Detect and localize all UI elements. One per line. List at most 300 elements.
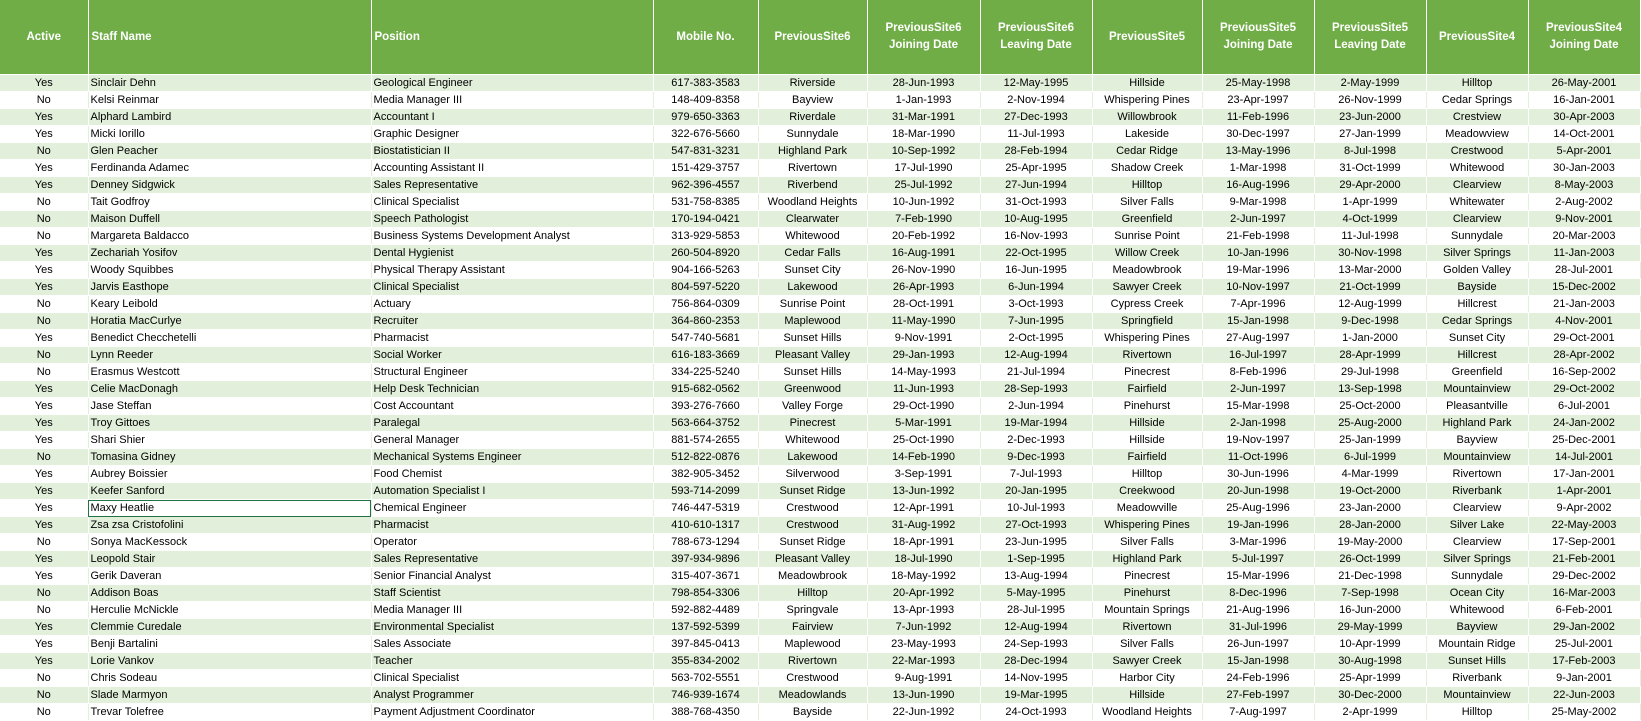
cell-previoussite5-leaving-date[interactable]: 8-Jul-1998 xyxy=(1314,143,1426,160)
header-staff-name[interactable]: Staff Name xyxy=(88,0,371,75)
cell-staff-name[interactable]: Ferdinanda Adamec xyxy=(88,160,371,177)
cell-previoussite4-joining-date[interactable]: 14-Oct-2001 xyxy=(1528,126,1640,143)
cell-previoussite4[interactable]: Bayview xyxy=(1426,619,1528,636)
cell-previoussite6[interactable]: Cedar Falls xyxy=(758,245,867,262)
cell-previoussite4[interactable]: Riverbank xyxy=(1426,483,1528,500)
cell-staff-name[interactable]: Lynn Reeder xyxy=(88,347,371,364)
cell-previoussite5[interactable]: Lakeside xyxy=(1092,126,1202,143)
cell-previoussite6[interactable]: Sunset Ridge xyxy=(758,483,867,500)
cell-previoussite5-leaving-date[interactable]: 1-Jan-2000 xyxy=(1314,330,1426,347)
cell-previoussite6[interactable]: Lakewood xyxy=(758,449,867,466)
cell-previoussite5-joining-date[interactable]: 19-Mar-1996 xyxy=(1202,262,1314,279)
cell-previoussite6-joining-date[interactable]: 10-Jun-1992 xyxy=(867,194,980,211)
cell-position[interactable]: Teacher xyxy=(371,653,653,670)
cell-active[interactable]: No xyxy=(0,687,88,704)
cell-previoussite5-joining-date[interactable]: 15-Jan-1998 xyxy=(1202,653,1314,670)
cell-staff-name[interactable]: Jase Steffan xyxy=(88,398,371,415)
cell-mobile-no[interactable]: 397-845-0413 xyxy=(653,636,758,653)
cell-staff-name[interactable]: Zechariah Yosifov xyxy=(88,245,371,262)
cell-previoussite5[interactable]: Fairfield xyxy=(1092,449,1202,466)
cell-previoussite6[interactable]: Rivertown xyxy=(758,160,867,177)
cell-staff-name[interactable]: Zsa zsa Cristofolini xyxy=(88,517,371,534)
cell-position[interactable]: Clinical Specialist xyxy=(371,670,653,687)
cell-previoussite6-joining-date[interactable]: 9-Nov-1991 xyxy=(867,330,980,347)
cell-previoussite5-leaving-date[interactable]: 10-Apr-1999 xyxy=(1314,636,1426,653)
cell-previoussite4[interactable]: Hillcrest xyxy=(1426,296,1528,313)
cell-previoussite5-joining-date[interactable]: 3-Mar-1996 xyxy=(1202,534,1314,551)
cell-previoussite5[interactable]: Hillside xyxy=(1092,75,1202,92)
cell-previoussite5[interactable]: Rivertown xyxy=(1092,619,1202,636)
cell-previoussite4-joining-date[interactable]: 30-Jan-2003 xyxy=(1528,160,1640,177)
cell-staff-name[interactable]: Leopold Stair xyxy=(88,551,371,568)
cell-previoussite5-leaving-date[interactable]: 28-Apr-1999 xyxy=(1314,347,1426,364)
cell-previoussite4-joining-date[interactable]: 24-Jan-2002 xyxy=(1528,415,1640,432)
cell-previoussite5-leaving-date[interactable]: 25-Aug-2000 xyxy=(1314,415,1426,432)
cell-previoussite5[interactable]: Whispering Pines xyxy=(1092,92,1202,109)
cell-staff-name[interactable]: Micki Iorillo xyxy=(88,126,371,143)
cell-previoussite4-joining-date[interactable]: 28-Apr-2002 xyxy=(1528,347,1640,364)
cell-staff-name[interactable]: Kelsi Reinmar xyxy=(88,92,371,109)
cell-mobile-no[interactable]: 915-682-0562 xyxy=(653,381,758,398)
cell-previoussite4-joining-date[interactable]: 21-Feb-2001 xyxy=(1528,551,1640,568)
cell-previoussite6[interactable]: Pleasant Valley xyxy=(758,551,867,568)
cell-staff-name[interactable]: Gerik Daveran xyxy=(88,568,371,585)
cell-previoussite6-joining-date[interactable]: 26-Apr-1993 xyxy=(867,279,980,296)
cell-previoussite5[interactable]: Whispering Pines xyxy=(1092,517,1202,534)
cell-active[interactable]: Yes xyxy=(0,636,88,653)
cell-previoussite5-leaving-date[interactable]: 26-Oct-1999 xyxy=(1314,551,1426,568)
cell-staff-name[interactable]: Clemmie Curedale xyxy=(88,619,371,636)
cell-previoussite4-joining-date[interactable]: 17-Sep-2001 xyxy=(1528,534,1640,551)
cell-previoussite5-joining-date[interactable]: 24-Feb-1996 xyxy=(1202,670,1314,687)
cell-previoussite6[interactable]: Crestwood xyxy=(758,500,867,517)
cell-previoussite6[interactable]: Whitewood xyxy=(758,228,867,245)
cell-previoussite6-leaving-date[interactable]: 19-Mar-1995 xyxy=(980,687,1092,704)
header-position[interactable]: Position xyxy=(371,0,653,75)
cell-position[interactable]: Operator xyxy=(371,534,653,551)
cell-previoussite6[interactable]: Riverbend xyxy=(758,177,867,194)
cell-mobile-no[interactable]: 355-834-2002 xyxy=(653,653,758,670)
cell-previoussite5-joining-date[interactable]: 9-Mar-1998 xyxy=(1202,194,1314,211)
cell-previoussite6[interactable]: Pinecrest xyxy=(758,415,867,432)
cell-staff-name[interactable]: Glen Peacher xyxy=(88,143,371,160)
cell-staff-name[interactable]: Sonya MacKessock xyxy=(88,534,371,551)
header-previoussite5-leaving-date[interactable]: PreviousSite5 Leaving Date xyxy=(1314,0,1426,75)
cell-previoussite4-joining-date[interactable]: 28-Jul-2001 xyxy=(1528,262,1640,279)
cell-previoussite6[interactable]: Greenwood xyxy=(758,381,867,398)
cell-previoussite4[interactable]: Whitewood xyxy=(1426,602,1528,619)
cell-previoussite4[interactable]: Clearview xyxy=(1426,211,1528,228)
cell-previoussite5-leaving-date[interactable]: 29-Apr-2000 xyxy=(1314,177,1426,194)
cell-previoussite5[interactable]: Whispering Pines xyxy=(1092,330,1202,347)
cell-previoussite6[interactable]: Hilltop xyxy=(758,585,867,602)
cell-previoussite6-joining-date[interactable]: 20-Feb-1992 xyxy=(867,228,980,245)
cell-previoussite4-joining-date[interactable]: 25-May-2002 xyxy=(1528,704,1640,721)
cell-active[interactable]: No xyxy=(0,143,88,160)
cell-previoussite5-leaving-date[interactable]: 25-Oct-2000 xyxy=(1314,398,1426,415)
cell-position[interactable]: Pharmacist xyxy=(371,517,653,534)
cell-previoussite5-joining-date[interactable]: 2-Jun-1997 xyxy=(1202,381,1314,398)
cell-previoussite6-leaving-date[interactable]: 16-Nov-1993 xyxy=(980,228,1092,245)
cell-mobile-no[interactable]: 617-383-3583 xyxy=(653,75,758,92)
cell-previoussite6[interactable]: Crestwood xyxy=(758,517,867,534)
cell-previoussite6[interactable]: Lakewood xyxy=(758,279,867,296)
cell-previoussite5-joining-date[interactable]: 2-Jun-1997 xyxy=(1202,211,1314,228)
cell-previoussite4-joining-date[interactable]: 20-Mar-2003 xyxy=(1528,228,1640,245)
cell-previoussite6-joining-date[interactable]: 18-Jul-1990 xyxy=(867,551,980,568)
cell-active[interactable]: No xyxy=(0,313,88,330)
cell-previoussite4-joining-date[interactable]: 16-Sep-2002 xyxy=(1528,364,1640,381)
cell-previoussite4[interactable]: Riverbank xyxy=(1426,670,1528,687)
cell-staff-name[interactable]: Maison Duffell xyxy=(88,211,371,228)
cell-previoussite4-joining-date[interactable]: 30-Apr-2003 xyxy=(1528,109,1640,126)
cell-previoussite6-leaving-date[interactable]: 25-Apr-1995 xyxy=(980,160,1092,177)
cell-previoussite5-joining-date[interactable]: 30-Dec-1997 xyxy=(1202,126,1314,143)
cell-previoussite6-leaving-date[interactable]: 9-Dec-1993 xyxy=(980,449,1092,466)
cell-previoussite6-joining-date[interactable]: 28-Jun-1993 xyxy=(867,75,980,92)
cell-staff-name[interactable]: Keary Leibold xyxy=(88,296,371,313)
cell-position[interactable]: Graphic Designer xyxy=(371,126,653,143)
cell-previoussite4-joining-date[interactable]: 21-Jan-2003 xyxy=(1528,296,1640,313)
cell-staff-name[interactable]: Maxy Heatlie xyxy=(88,500,371,517)
cell-mobile-no[interactable]: 881-574-2655 xyxy=(653,432,758,449)
cell-active[interactable]: No xyxy=(0,534,88,551)
cell-previoussite5-joining-date[interactable]: 19-Nov-1997 xyxy=(1202,432,1314,449)
cell-staff-name[interactable]: Denney Sidgwick xyxy=(88,177,371,194)
cell-active[interactable]: Yes xyxy=(0,279,88,296)
cell-previoussite6[interactable]: Sunrise Point xyxy=(758,296,867,313)
cell-staff-name[interactable]: Chris Sodeau xyxy=(88,670,371,687)
cell-active[interactable]: Yes xyxy=(0,381,88,398)
cell-staff-name[interactable]: Tomasina Gidney xyxy=(88,449,371,466)
cell-previoussite4-joining-date[interactable]: 6-Feb-2001 xyxy=(1528,602,1640,619)
cell-previoussite5-joining-date[interactable]: 15-Mar-1998 xyxy=(1202,398,1314,415)
cell-previoussite4[interactable]: Bayside xyxy=(1426,279,1528,296)
cell-previoussite6-leaving-date[interactable]: 12-Aug-1994 xyxy=(980,347,1092,364)
cell-previoussite4-joining-date[interactable]: 29-Oct-2001 xyxy=(1528,330,1640,347)
cell-active[interactable]: Yes xyxy=(0,500,88,517)
cell-position[interactable]: Speech Pathologist xyxy=(371,211,653,228)
cell-previoussite6-leaving-date[interactable]: 2-Jun-1994 xyxy=(980,398,1092,415)
cell-position[interactable]: Media Manager III xyxy=(371,92,653,109)
cell-previoussite4[interactable]: Pleasantville xyxy=(1426,398,1528,415)
cell-mobile-no[interactable]: 592-882-4489 xyxy=(653,602,758,619)
cell-previoussite6[interactable]: Sunset Ridge xyxy=(758,534,867,551)
cell-previoussite4[interactable]: Silver Lake xyxy=(1426,517,1528,534)
cell-previoussite6[interactable]: Riverdale xyxy=(758,109,867,126)
cell-previoussite5[interactable]: Meadowville xyxy=(1092,500,1202,517)
cell-position[interactable]: Chemical Engineer xyxy=(371,500,653,517)
header-active[interactable]: Active xyxy=(0,0,88,75)
cell-previoussite6-leaving-date[interactable]: 21-Jul-1994 xyxy=(980,364,1092,381)
cell-position[interactable]: Biostatistician II xyxy=(371,143,653,160)
cell-previoussite6[interactable]: Highland Park xyxy=(758,143,867,160)
cell-previoussite5-leaving-date[interactable]: 9-Dec-1998 xyxy=(1314,313,1426,330)
cell-mobile-no[interactable]: 804-597-5220 xyxy=(653,279,758,296)
cell-previoussite6-leaving-date[interactable]: 27-Jun-1994 xyxy=(980,177,1092,194)
cell-previoussite5[interactable]: Willowbrook xyxy=(1092,109,1202,126)
cell-previoussite6-leaving-date[interactable]: 27-Dec-1993 xyxy=(980,109,1092,126)
cell-previoussite5-joining-date[interactable]: 15-Jan-1998 xyxy=(1202,313,1314,330)
cell-previoussite6[interactable]: Pleasant Valley xyxy=(758,347,867,364)
cell-active[interactable]: Yes xyxy=(0,568,88,585)
cell-staff-name[interactable]: Jarvis Easthope xyxy=(88,279,371,296)
cell-previoussite5[interactable]: Pinehurst xyxy=(1092,585,1202,602)
cell-previoussite5-joining-date[interactable]: 7-Apr-1996 xyxy=(1202,296,1314,313)
cell-previoussite5-leaving-date[interactable]: 13-Sep-1998 xyxy=(1314,381,1426,398)
cell-mobile-no[interactable]: 410-610-1317 xyxy=(653,517,758,534)
cell-position[interactable]: Automation Specialist I xyxy=(371,483,653,500)
cell-previoussite6[interactable]: Crestwood xyxy=(758,670,867,687)
cell-previoussite6[interactable]: Maplewood xyxy=(758,636,867,653)
cell-position[interactable]: Structural Engineer xyxy=(371,364,653,381)
cell-previoussite4[interactable]: Sunset Hills xyxy=(1426,653,1528,670)
cell-previoussite4[interactable]: Golden Valley xyxy=(1426,262,1528,279)
cell-position[interactable]: Media Manager III xyxy=(371,602,653,619)
cell-mobile-no[interactable]: 547-740-5681 xyxy=(653,330,758,347)
cell-previoussite6-leaving-date[interactable]: 24-Oct-1993 xyxy=(980,704,1092,721)
cell-staff-name[interactable]: Herculie McNickle xyxy=(88,602,371,619)
cell-previoussite6-leaving-date[interactable]: 10-Jul-1993 xyxy=(980,500,1092,517)
cell-previoussite6-leaving-date[interactable]: 28-Dec-1994 xyxy=(980,653,1092,670)
cell-previoussite4[interactable]: Crestwood xyxy=(1426,143,1528,160)
cell-previoussite6-leaving-date[interactable]: 10-Aug-1995 xyxy=(980,211,1092,228)
cell-previoussite4[interactable]: Cedar Springs xyxy=(1426,92,1528,109)
cell-staff-name[interactable]: Addison Boas xyxy=(88,585,371,602)
cell-previoussite5-leaving-date[interactable]: 31-Oct-1999 xyxy=(1314,160,1426,177)
cell-previoussite4[interactable]: Whitewater xyxy=(1426,194,1528,211)
cell-position[interactable]: Cost Accountant xyxy=(371,398,653,415)
cell-previoussite6[interactable]: Sunnydale xyxy=(758,126,867,143)
cell-previoussite5-joining-date[interactable]: 16-Jul-1997 xyxy=(1202,347,1314,364)
cell-previoussite4[interactable]: Hilltop xyxy=(1426,704,1528,721)
cell-position[interactable]: Geological Engineer xyxy=(371,75,653,92)
cell-previoussite5-leaving-date[interactable]: 23-Jun-2000 xyxy=(1314,109,1426,126)
cell-position[interactable]: Physical Therapy Assistant xyxy=(371,262,653,279)
cell-previoussite6-joining-date[interactable]: 17-Jul-1990 xyxy=(867,160,980,177)
cell-active[interactable]: No xyxy=(0,585,88,602)
cell-previoussite5[interactable]: Woodland Heights xyxy=(1092,704,1202,721)
cell-previoussite6-leaving-date[interactable]: 2-Dec-1993 xyxy=(980,432,1092,449)
cell-previoussite5[interactable]: Pinecrest xyxy=(1092,568,1202,585)
cell-previoussite6-leaving-date[interactable]: 16-Jun-1995 xyxy=(980,262,1092,279)
cell-previoussite5-leaving-date[interactable]: 1-Apr-1999 xyxy=(1314,194,1426,211)
cell-previoussite4[interactable]: Sunnydale xyxy=(1426,568,1528,585)
cell-active[interactable]: No xyxy=(0,296,88,313)
cell-previoussite6-joining-date[interactable]: 13-Jun-1992 xyxy=(867,483,980,500)
cell-staff-name[interactable]: Keefer Sanford xyxy=(88,483,371,500)
cell-previoussite6-joining-date[interactable]: 20-Apr-1992 xyxy=(867,585,980,602)
cell-previoussite4-joining-date[interactable]: 29-Oct-2002 xyxy=(1528,381,1640,398)
cell-position[interactable]: Accounting Assistant II xyxy=(371,160,653,177)
cell-previoussite6-leaving-date[interactable]: 14-Nov-1995 xyxy=(980,670,1092,687)
cell-previoussite6-joining-date[interactable]: 18-Apr-1991 xyxy=(867,534,980,551)
cell-active[interactable]: No xyxy=(0,704,88,721)
cell-previoussite6[interactable]: Riverside xyxy=(758,75,867,92)
cell-previoussite5[interactable]: Cypress Creek xyxy=(1092,296,1202,313)
cell-previoussite5-leaving-date[interactable]: 2-Apr-1999 xyxy=(1314,704,1426,721)
cell-previoussite4[interactable]: Clearview xyxy=(1426,177,1528,194)
cell-previoussite5[interactable]: Pinecrest xyxy=(1092,364,1202,381)
cell-mobile-no[interactable]: 151-429-3757 xyxy=(653,160,758,177)
cell-previoussite4-joining-date[interactable]: 11-Jan-2003 xyxy=(1528,245,1640,262)
cell-previoussite5-leaving-date[interactable]: 19-Oct-2000 xyxy=(1314,483,1426,500)
cell-previoussite5-joining-date[interactable]: 21-Aug-1996 xyxy=(1202,602,1314,619)
cell-previoussite5[interactable]: Silver Falls xyxy=(1092,534,1202,551)
cell-previoussite4-joining-date[interactable]: 22-May-2003 xyxy=(1528,517,1640,534)
cell-previoussite5-joining-date[interactable]: 8-Dec-1996 xyxy=(1202,585,1314,602)
cell-position[interactable]: Actuary xyxy=(371,296,653,313)
cell-previoussite5-leaving-date[interactable]: 28-Jan-2000 xyxy=(1314,517,1426,534)
cell-previoussite4-joining-date[interactable]: 4-Nov-2001 xyxy=(1528,313,1640,330)
cell-active[interactable]: Yes xyxy=(0,245,88,262)
cell-previoussite4[interactable]: Sunset City xyxy=(1426,330,1528,347)
cell-previoussite5-joining-date[interactable]: 10-Jan-1996 xyxy=(1202,245,1314,262)
cell-previoussite5-leaving-date[interactable]: 25-Jan-1999 xyxy=(1314,432,1426,449)
cell-previoussite5-joining-date[interactable]: 10-Nov-1997 xyxy=(1202,279,1314,296)
cell-previoussite6-joining-date[interactable]: 28-Oct-1991 xyxy=(867,296,980,313)
header-previoussite6[interactable]: PreviousSite6 xyxy=(758,0,867,75)
cell-staff-name[interactable]: Celie MacDonagh xyxy=(88,381,371,398)
cell-previoussite4-joining-date[interactable]: 9-Nov-2001 xyxy=(1528,211,1640,228)
cell-previoussite4-joining-date[interactable]: 25-Jul-2001 xyxy=(1528,636,1640,653)
cell-previoussite6-joining-date[interactable]: 23-May-1993 xyxy=(867,636,980,653)
cell-position[interactable]: Sales Representative xyxy=(371,177,653,194)
cell-previoussite6-joining-date[interactable]: 31-Aug-1992 xyxy=(867,517,980,534)
cell-active[interactable]: No xyxy=(0,364,88,381)
cell-mobile-no[interactable]: 593-714-2099 xyxy=(653,483,758,500)
cell-previoussite6-joining-date[interactable]: 13-Jun-1990 xyxy=(867,687,980,704)
cell-previoussite4-joining-date[interactable]: 6-Jul-2001 xyxy=(1528,398,1640,415)
cell-previoussite4[interactable]: Mountainview xyxy=(1426,687,1528,704)
cell-previoussite4-joining-date[interactable]: 16-Jan-2001 xyxy=(1528,92,1640,109)
cell-mobile-no[interactable]: 798-854-3306 xyxy=(653,585,758,602)
cell-previoussite5-leaving-date[interactable]: 11-Jul-1998 xyxy=(1314,228,1426,245)
cell-previoussite5[interactable]: Hillside xyxy=(1092,687,1202,704)
cell-mobile-no[interactable]: 962-396-4557 xyxy=(653,177,758,194)
cell-position[interactable]: Senior Financial Analyst xyxy=(371,568,653,585)
cell-previoussite6-joining-date[interactable]: 18-May-1992 xyxy=(867,568,980,585)
cell-previoussite6-joining-date[interactable]: 10-Sep-1992 xyxy=(867,143,980,160)
cell-previoussite5-joining-date[interactable]: 21-Feb-1998 xyxy=(1202,228,1314,245)
cell-previoussite5[interactable]: Springfield xyxy=(1092,313,1202,330)
cell-previoussite5-joining-date[interactable]: 27-Feb-1997 xyxy=(1202,687,1314,704)
cell-position[interactable]: Sales Associate xyxy=(371,636,653,653)
cell-mobile-no[interactable]: 148-409-8358 xyxy=(653,92,758,109)
cell-active[interactable]: Yes xyxy=(0,517,88,534)
cell-staff-name[interactable]: Shari Shier xyxy=(88,432,371,449)
cell-position[interactable]: Social Worker xyxy=(371,347,653,364)
cell-mobile-no[interactable]: 334-225-5240 xyxy=(653,364,758,381)
cell-previoussite5[interactable]: Hillside xyxy=(1092,432,1202,449)
cell-previoussite6-joining-date[interactable]: 16-Aug-1991 xyxy=(867,245,980,262)
cell-previoussite6-leaving-date[interactable]: 6-Jun-1994 xyxy=(980,279,1092,296)
cell-active[interactable]: No xyxy=(0,602,88,619)
cell-previoussite5-leaving-date[interactable]: 27-Jan-1999 xyxy=(1314,126,1426,143)
cell-previoussite4-joining-date[interactable]: 29-Jan-2002 xyxy=(1528,619,1640,636)
cell-previoussite6-leaving-date[interactable]: 12-Aug-1994 xyxy=(980,619,1092,636)
cell-mobile-no[interactable]: 563-702-5551 xyxy=(653,670,758,687)
cell-previoussite5[interactable]: Silver Falls xyxy=(1092,636,1202,653)
header-previoussite4-joining-date[interactable]: PreviousSite4 Joining Date xyxy=(1528,0,1640,75)
cell-previoussite6-joining-date[interactable]: 13-Apr-1993 xyxy=(867,602,980,619)
header-previoussite5-joining-date[interactable]: PreviousSite5 Joining Date xyxy=(1202,0,1314,75)
cell-mobile-no[interactable]: 746-939-1674 xyxy=(653,687,758,704)
cell-previoussite5-leaving-date[interactable]: 6-Jul-1999 xyxy=(1314,449,1426,466)
cell-active[interactable]: Yes xyxy=(0,126,88,143)
cell-previoussite6-leaving-date[interactable]: 22-Oct-1995 xyxy=(980,245,1092,262)
cell-active[interactable]: No xyxy=(0,211,88,228)
cell-previoussite5[interactable]: Meadowbrook xyxy=(1092,262,1202,279)
cell-mobile-no[interactable]: 393-276-7660 xyxy=(653,398,758,415)
cell-previoussite5[interactable]: Sunrise Point xyxy=(1092,228,1202,245)
cell-previoussite5-leaving-date[interactable]: 2-May-1999 xyxy=(1314,75,1426,92)
cell-previoussite6[interactable]: Fairview xyxy=(758,619,867,636)
cell-previoussite5-leaving-date[interactable]: 13-Mar-2000 xyxy=(1314,262,1426,279)
cell-previoussite4[interactable]: Mountain Ridge xyxy=(1426,636,1528,653)
cell-staff-name[interactable]: Benedict Checchetelli xyxy=(88,330,371,347)
cell-previoussite6-leaving-date[interactable]: 20-Jan-1995 xyxy=(980,483,1092,500)
cell-previoussite5-leaving-date[interactable]: 7-Sep-1998 xyxy=(1314,585,1426,602)
cell-position[interactable]: Payment Adjustment Coordinator xyxy=(371,704,653,721)
cell-previoussite6-joining-date[interactable]: 22-Mar-1993 xyxy=(867,653,980,670)
cell-position[interactable]: Help Desk Technician xyxy=(371,381,653,398)
cell-previoussite5[interactable]: Hillside xyxy=(1092,415,1202,432)
cell-position[interactable]: General Manager xyxy=(371,432,653,449)
cell-previoussite4[interactable]: Greenfield xyxy=(1426,364,1528,381)
cell-previoussite6-joining-date[interactable]: 14-Feb-1990 xyxy=(867,449,980,466)
cell-previoussite6-leaving-date[interactable]: 12-May-1995 xyxy=(980,75,1092,92)
cell-previoussite5-joining-date[interactable]: 31-Jul-1996 xyxy=(1202,619,1314,636)
cell-previoussite6-joining-date[interactable]: 14-May-1993 xyxy=(867,364,980,381)
cell-previoussite6[interactable]: Sunset Hills xyxy=(758,364,867,381)
cell-previoussite6[interactable]: Woodland Heights xyxy=(758,194,867,211)
cell-mobile-no[interactable]: 170-194-0421 xyxy=(653,211,758,228)
cell-previoussite4[interactable]: Mountainview xyxy=(1426,449,1528,466)
cell-previoussite6-joining-date[interactable]: 5-Mar-1991 xyxy=(867,415,980,432)
cell-active[interactable]: No xyxy=(0,228,88,245)
cell-staff-name[interactable]: Benji Bartalini xyxy=(88,636,371,653)
cell-previoussite6-joining-date[interactable]: 12-Apr-1991 xyxy=(867,500,980,517)
cell-previoussite6[interactable]: Sunset City xyxy=(758,262,867,279)
cell-mobile-no[interactable]: 512-822-0876 xyxy=(653,449,758,466)
cell-active[interactable]: Yes xyxy=(0,483,88,500)
cell-previoussite5-joining-date[interactable]: 26-Jun-1997 xyxy=(1202,636,1314,653)
cell-previoussite6-leaving-date[interactable]: 2-Nov-1994 xyxy=(980,92,1092,109)
cell-previoussite5[interactable]: Creekwood xyxy=(1092,483,1202,500)
cell-active[interactable]: No xyxy=(0,347,88,364)
cell-previoussite6-leaving-date[interactable]: 27-Oct-1993 xyxy=(980,517,1092,534)
cell-previoussite5-leaving-date[interactable]: 4-Mar-1999 xyxy=(1314,466,1426,483)
cell-previoussite4-joining-date[interactable]: 1-Apr-2001 xyxy=(1528,483,1640,500)
cell-previoussite5-joining-date[interactable]: 25-Aug-1996 xyxy=(1202,500,1314,517)
cell-position[interactable]: Business Systems Development Analyst xyxy=(371,228,653,245)
cell-previoussite5[interactable]: Greenfield xyxy=(1092,211,1202,228)
cell-active[interactable]: Yes xyxy=(0,653,88,670)
cell-active[interactable]: Yes xyxy=(0,75,88,92)
cell-previoussite4-joining-date[interactable]: 14-Jul-2001 xyxy=(1528,449,1640,466)
cell-mobile-no[interactable]: 322-676-5660 xyxy=(653,126,758,143)
cell-previoussite5-joining-date[interactable]: 20-Jun-1998 xyxy=(1202,483,1314,500)
header-previoussite4[interactable]: PreviousSite4 xyxy=(1426,0,1528,75)
cell-previoussite6-joining-date[interactable]: 29-Jan-1993 xyxy=(867,347,980,364)
cell-active[interactable]: Yes xyxy=(0,466,88,483)
cell-active[interactable]: No xyxy=(0,92,88,109)
header-previoussite5[interactable]: PreviousSite5 xyxy=(1092,0,1202,75)
cell-previoussite5-leaving-date[interactable]: 29-Jul-1998 xyxy=(1314,364,1426,381)
cell-previoussite5[interactable]: Hilltop xyxy=(1092,177,1202,194)
cell-previoussite6[interactable]: Valley Forge xyxy=(758,398,867,415)
